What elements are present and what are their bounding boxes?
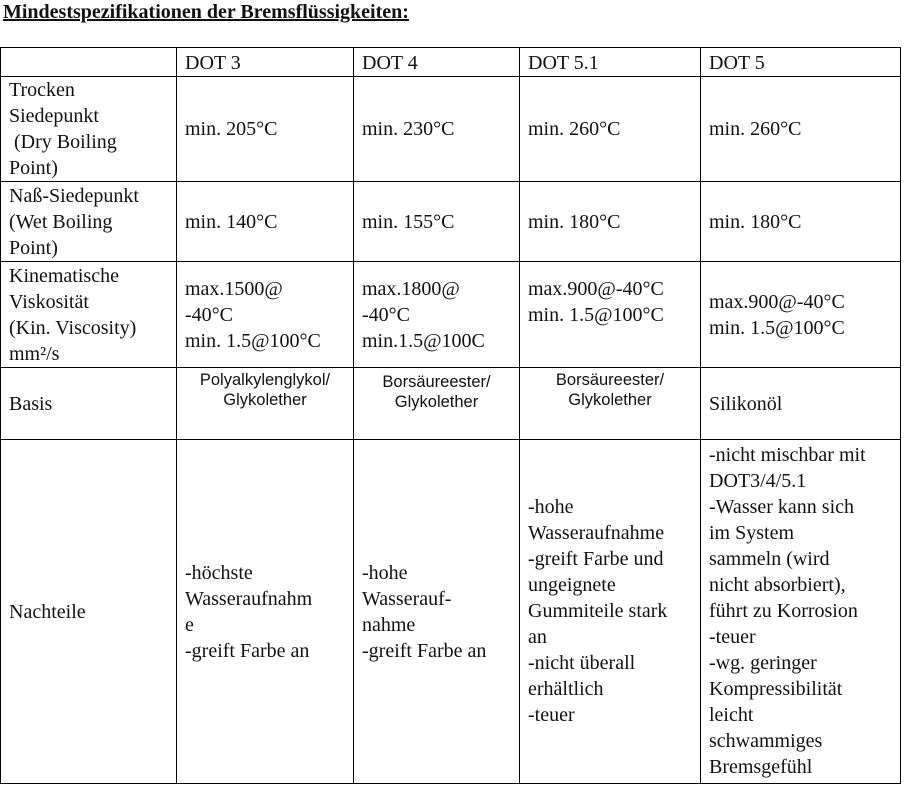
cell-dot3-dry-boiling: min. 205°C	[177, 77, 354, 182]
row-label-basis: Basis	[1, 368, 177, 440]
header-row	[1, 48, 901, 77]
document-title: Mindestspezifikationen der Bremsflüssigkeiten:	[3, 1, 409, 23]
cell-dot51-wet-boiling: min. 180°C	[520, 182, 701, 262]
header-dot4: DOT 4	[354, 48, 520, 77]
cell-dot5-nachteile: -nicht mischbar mit DOT3/4/5.1 -Wasser kann sich im System sammeln (wird nicht absorbiert), führt zu Korrosion -teuer -wg. geringer Kompressibilität leicht schwammiges Bremsgefühl	[701, 440, 901, 784]
cell-dot51-basis: Borsäureester/ Glykolether	[520, 368, 701, 440]
cell-dot4-viscosity: max.1800@ -40°C min.1.5@100C	[354, 262, 520, 368]
row-viscosity	[1, 262, 901, 368]
cell-dot51-nachteile: -hohe Wasseraufnahme -greift Farbe und ungeignete Gummiteile stark an -nicht überall erhältlich -teuer	[520, 440, 701, 784]
row-label-dry-boiling: Trocken Siedepunkt (Dry Boiling Point)	[1, 77, 177, 182]
row-wet-boiling-point	[1, 182, 901, 262]
cell-dot4-wet-boiling: min. 155°C	[354, 182, 520, 262]
cell-dot5-wet-boiling: min. 180°C	[701, 182, 901, 262]
brake-fluid-spec-table	[0, 47, 901, 784]
cell-dot3-wet-boiling: min. 140°C	[177, 182, 354, 262]
header-corner-cell	[1, 48, 177, 77]
cell-dot5-basis: Silikonöl	[701, 368, 901, 440]
row-dry-boiling-point	[1, 77, 901, 182]
row-nachteile	[1, 440, 901, 784]
row-label-viscosity: Kinematische Viskosität (Kin. Viscosity) mm²/s	[1, 262, 177, 368]
cell-dot5-viscosity: max.900@-40°C min. 1.5@100°C	[701, 262, 901, 368]
header-dot51: DOT 5.1	[520, 48, 701, 77]
cell-dot51-viscosity: max.900@-40°C min. 1.5@100°C	[520, 262, 701, 368]
cell-dot4-basis: Borsäureester/ Glykolether	[354, 368, 520, 440]
cell-dot3-nachteile: -höchste Wasseraufnahm e -greift Farbe an	[177, 440, 354, 784]
row-basis	[1, 368, 901, 440]
cell-dot3-basis: Polyalkylenglykol/ Glykolether	[177, 368, 354, 440]
row-label-wet-boiling: Naß-Siedepunkt (Wet Boiling Point)	[1, 182, 177, 262]
cell-dot4-nachteile: -hohe Wasserauf- nahme -greift Farbe an	[354, 440, 520, 784]
cell-dot3-viscosity: max.1500@ -40°C min. 1.5@100°C	[177, 262, 354, 368]
cell-dot51-dry-boiling: min. 260°C	[520, 77, 701, 182]
header-dot3: DOT 3	[177, 48, 354, 77]
row-label-nachteile: Nachteile	[1, 440, 177, 784]
header-dot5: DOT 5	[701, 48, 901, 77]
cell-dot4-dry-boiling: min. 230°C	[354, 77, 520, 182]
cell-dot5-dry-boiling: min. 260°C	[701, 77, 901, 182]
